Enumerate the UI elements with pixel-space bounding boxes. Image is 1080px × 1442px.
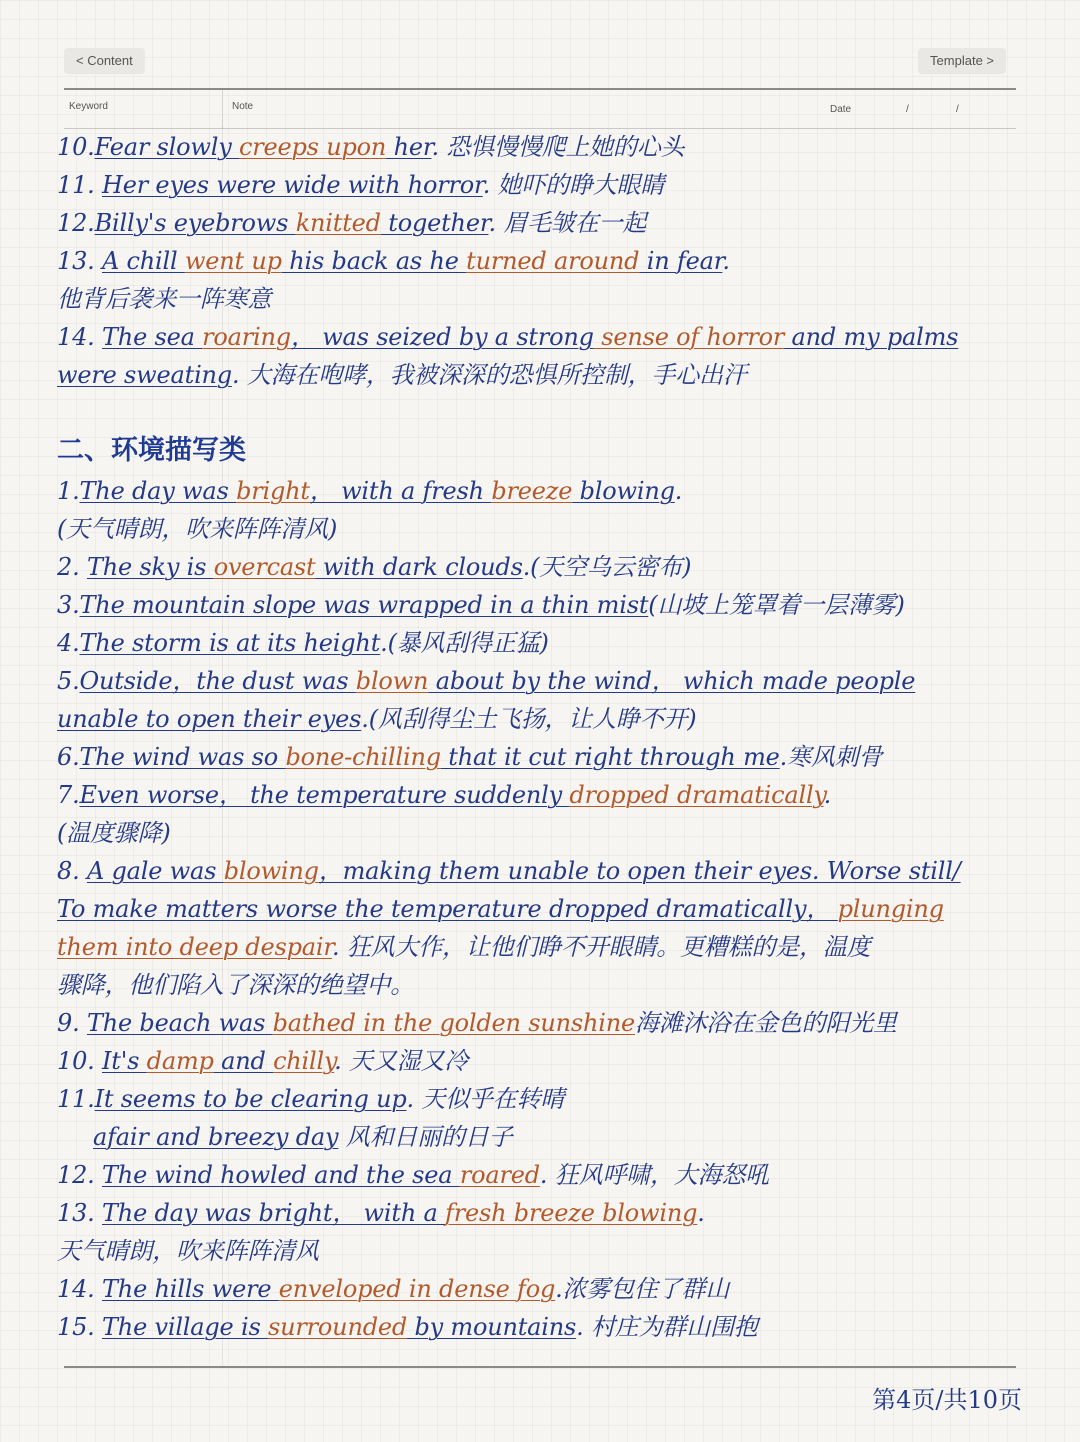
highlighted-phrase: chilly xyxy=(273,1047,335,1075)
highlighted-phrase: breeze xyxy=(491,477,573,505)
line-text: 4. xyxy=(57,629,80,657)
underlined-phrase: The sky is xyxy=(86,553,214,581)
underlined-phrase: Outside，the dust was xyxy=(79,667,356,695)
line-text: (温度骤降) xyxy=(57,819,171,847)
underlined-phrase: afair and breezy day xyxy=(93,1123,339,1151)
underlined-phrase: The beach was xyxy=(86,1009,273,1037)
note-line xyxy=(57,1004,1032,1042)
line-text: (天气晴朗，吹来阵阵清风) xyxy=(57,515,338,543)
underlined-phrase: The storm is at its height xyxy=(79,629,381,657)
note-line xyxy=(57,776,1032,814)
note-line xyxy=(57,814,1032,852)
line-text: 骤降，他们陷入了深深的绝望中。 xyxy=(57,971,414,999)
line-text: 5. xyxy=(57,667,80,695)
highlighted-phrase: fresh breeze blowing xyxy=(445,1199,698,1227)
date-separator: / xyxy=(906,104,909,115)
underlined-phrase: by mountains xyxy=(407,1313,577,1341)
line-text: 14. xyxy=(57,1275,102,1303)
line-text: 13. xyxy=(57,1199,102,1227)
underlined-phrase: unable to open their eyes xyxy=(57,705,362,733)
notes-content xyxy=(57,128,1032,1346)
note-line xyxy=(57,966,1032,1004)
line-text: 天气晴朗，吹来阵阵清风 xyxy=(57,1237,319,1265)
underlined-phrase: The village is xyxy=(102,1313,269,1341)
note-line xyxy=(57,1232,1032,1270)
underlined-phrase: A chill xyxy=(102,247,185,275)
note-line xyxy=(57,1156,1032,1194)
underlined-phrase: with dark clouds xyxy=(315,553,523,581)
line-text: .(风刮得尘土飞扬，让人睁不开) xyxy=(361,705,697,733)
template-forward-button[interactable]: Template > xyxy=(918,48,1006,74)
underlined-phrase: that it cut right through me xyxy=(440,743,780,771)
line-text: . 天又湿又冷 xyxy=(334,1047,469,1075)
underlined-phrase: The sea xyxy=(102,323,203,351)
note-line xyxy=(57,700,1032,738)
line-text: . 狂风呼啸，大海怒吼 xyxy=(539,1161,769,1189)
note-line xyxy=(57,1118,1032,1156)
line-text: 10. xyxy=(57,133,95,161)
note-line xyxy=(57,548,1032,586)
highlighted-phrase: bathed in the golden sunshine xyxy=(272,1009,635,1037)
highlighted-phrase: damp xyxy=(146,1047,214,1075)
line-text: . 狂风大作，让他们睁不开眼睛。更糟糕的是，温度 xyxy=(331,933,871,961)
underlined-phrase: ， with a fresh xyxy=(309,477,492,505)
line-text: 风和日丽的日子 xyxy=(338,1123,513,1151)
underlined-phrase: ， was seized by a strong xyxy=(290,323,594,351)
underlined-phrase: A gale was xyxy=(86,857,224,885)
note-line xyxy=(57,852,1032,890)
note-label: Note xyxy=(232,101,254,112)
underlined-phrase: The wind howled and the sea xyxy=(102,1161,460,1189)
line-text: 15. xyxy=(57,1313,102,1341)
note-line xyxy=(57,204,1032,242)
highlighted-phrase: turned around xyxy=(466,247,640,275)
highlighted-phrase: blowing xyxy=(223,857,319,885)
underlined-phrase: Billy's eyebrows xyxy=(94,209,296,237)
line-text: 9. xyxy=(57,1009,87,1037)
highlighted-phrase: went up xyxy=(184,247,282,275)
underlined-phrase: in fear xyxy=(639,247,723,275)
line-text: 13. xyxy=(57,247,102,275)
underlined-phrase: and my palms xyxy=(784,323,959,351)
header-divider xyxy=(222,90,223,128)
line-text: 12. xyxy=(57,1161,102,1189)
content-back-button[interactable]: < Content xyxy=(64,48,145,74)
line-text: . 恐惧慢慢爬上她的心头 xyxy=(431,133,685,161)
underlined-phrase: The day was bright， with a xyxy=(102,1199,446,1227)
footer-rule xyxy=(64,1366,1016,1368)
underlined-phrase: together xyxy=(380,209,489,237)
line-text: . xyxy=(823,781,832,809)
note-line xyxy=(57,1042,1032,1080)
note-line xyxy=(57,1080,1032,1118)
note-line xyxy=(57,624,1032,662)
line-text: 11. xyxy=(57,171,102,199)
note-line xyxy=(57,510,1032,548)
highlighted-phrase: creeps upon xyxy=(238,133,387,161)
note-line xyxy=(57,242,1032,280)
line-text: 14. xyxy=(57,323,102,351)
line-text: . 天似乎在转晴 xyxy=(406,1085,565,1113)
underlined-phrase: her xyxy=(386,133,432,161)
underlined-phrase: It seems to be clearing up xyxy=(94,1085,407,1113)
note-line xyxy=(57,1308,1032,1346)
highlighted-phrase: roared xyxy=(459,1161,540,1189)
underlined-phrase: The mountain slope was wrapped in a thin mist xyxy=(79,591,649,619)
note-line xyxy=(57,890,1032,928)
highlighted-phrase: plunging xyxy=(837,895,944,923)
highlighted-phrase: surrounded xyxy=(268,1313,408,1341)
highlighted-phrase: bone-chilling xyxy=(285,743,441,771)
keyword-label: Keyword xyxy=(69,101,108,112)
note-line xyxy=(57,128,1032,166)
underlined-phrase: To make matters worse the temperature dropped dramatically， xyxy=(57,895,838,923)
note-line xyxy=(57,662,1032,700)
line-text: . xyxy=(697,1199,705,1227)
section-gap xyxy=(57,394,1032,430)
date-label: Date xyxy=(830,104,852,115)
highlighted-phrase: enveloped in dense fog xyxy=(278,1275,556,1303)
line-text: 1. xyxy=(57,477,80,505)
highlighted-phrase: bright xyxy=(236,477,310,505)
highlighted-phrase: sense of horror xyxy=(593,323,785,351)
note-line xyxy=(57,928,1032,966)
note-line xyxy=(57,318,1032,356)
underlined-phrase: ，making them unable to open their eyes. Worse still/ xyxy=(318,857,961,885)
underlined-phrase: his back as he xyxy=(281,247,467,275)
line-text: 10. xyxy=(57,1047,102,1075)
underlined-phrase: The wind was so xyxy=(79,743,286,771)
line-text: .浓雾包住了群山 xyxy=(555,1275,730,1303)
underlined-phrase: Even worse， the temperature suddenly xyxy=(79,781,570,809)
underlined-phrase: The hills were xyxy=(102,1275,279,1303)
underlined-phrase: It's xyxy=(102,1047,147,1075)
note-line xyxy=(57,586,1032,624)
line-text: .(暴风刮得正猛) xyxy=(380,629,549,657)
line-text: . 她吓的睁大眼睛 xyxy=(482,171,665,199)
note-header xyxy=(64,88,1016,129)
highlighted-phrase: blown xyxy=(355,667,429,695)
line-text: 2. xyxy=(57,553,87,581)
underlined-phrase: were sweating xyxy=(57,361,232,389)
line-text: . 村庄为群山围抱 xyxy=(576,1313,758,1341)
underlined-phrase: Fear slowly xyxy=(94,133,239,161)
top-bar xyxy=(64,48,1006,76)
line-text: 7. xyxy=(57,781,80,809)
line-text: 11. xyxy=(57,1085,95,1113)
line-text: . 眉毛皱在一起 xyxy=(488,209,647,237)
line-text: 12. xyxy=(57,209,95,237)
line-text: 6. xyxy=(57,743,80,771)
note-line xyxy=(57,1194,1032,1232)
section-heading xyxy=(57,430,1032,472)
page-number: 第4页/共10页 xyxy=(872,1386,1022,1414)
line-text: 3. xyxy=(57,591,80,619)
highlighted-phrase: overcast xyxy=(213,553,316,581)
line-text: 二、环境描写类 xyxy=(57,435,246,466)
highlighted-phrase: them into deep despair xyxy=(57,933,332,961)
underlined-phrase: and xyxy=(213,1047,274,1075)
note-line xyxy=(57,472,1032,510)
line-text: . xyxy=(674,477,683,505)
note-line xyxy=(57,356,1032,394)
note-line xyxy=(57,280,1032,318)
line-text: . xyxy=(722,247,730,275)
line-text: 他背后袭来一阵寒意 xyxy=(57,285,272,313)
line-text: .(天空乌云密布) xyxy=(522,553,692,581)
underlined-phrase: blowing xyxy=(572,477,675,505)
line-text: (山坡上笼罩着一层薄雾) xyxy=(648,591,905,619)
line-text: . 大海在咆哮，我被深深的恐惧所控制，手心出汗 xyxy=(231,361,747,389)
highlighted-phrase: knitted xyxy=(295,209,381,237)
note-line xyxy=(57,1270,1032,1308)
underlined-phrase: The day was xyxy=(79,477,237,505)
date-separator: / xyxy=(956,104,959,115)
note-line xyxy=(57,166,1032,204)
underlined-phrase: about by the wind， which made people xyxy=(428,667,916,695)
underlined-phrase: Her eyes were wide with horror xyxy=(102,171,483,199)
line-text: .寒风刺骨 xyxy=(779,743,883,771)
highlighted-phrase: roaring xyxy=(202,323,291,351)
highlighted-phrase: dropped dramatically xyxy=(569,781,824,809)
note-line xyxy=(57,738,1032,776)
line-text: 8. xyxy=(57,857,87,885)
line-text: 海滩沐浴在金色的阳光里 xyxy=(635,1009,897,1037)
